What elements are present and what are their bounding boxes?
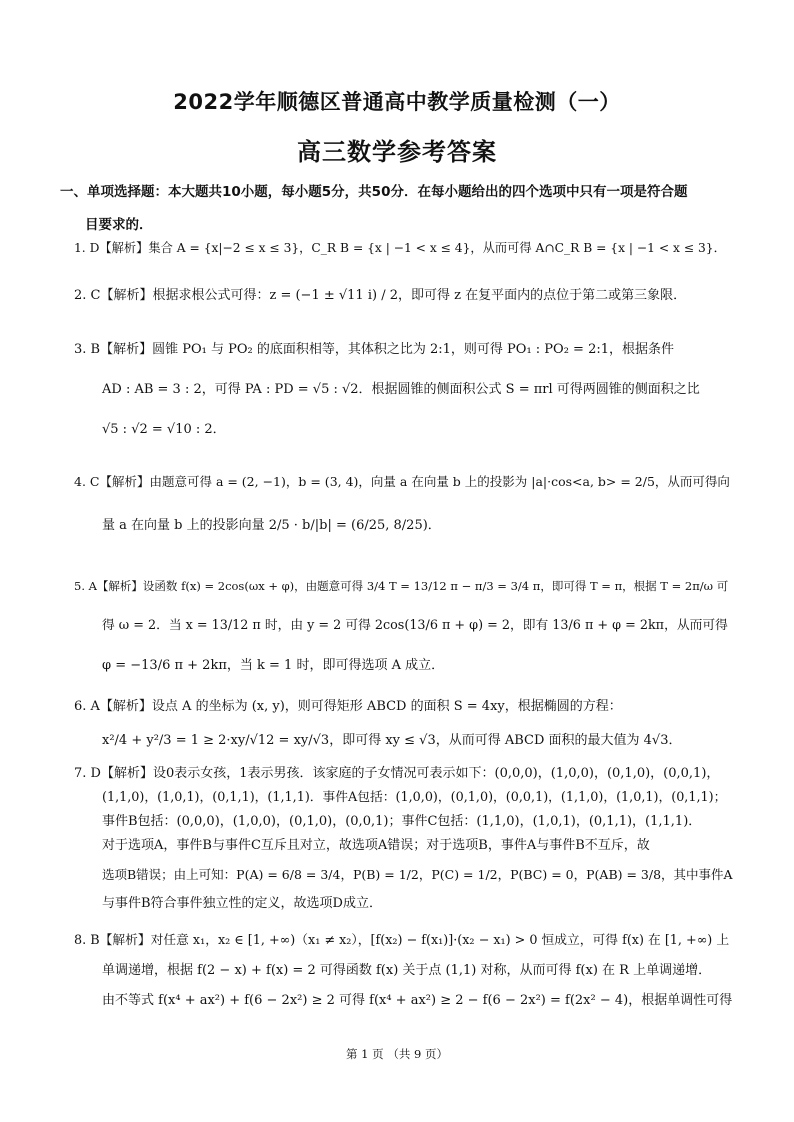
answer-line: 与事件B符合事件独立性的定义，故选项D成立．	[102, 896, 382, 911]
document-title: 2022学年顺德区普通高中教学质量检测（一）	[173, 90, 621, 114]
answer-line: 1. D【解析】集合 A = {x|−2 ≤ x ≤ 3}，C_R B = {x | −1 < x ≤ 4}，从而可得 A∩C_R B = {x | −1 < x ≤ 3}．	[74, 241, 726, 255]
answer-item-8	[74, 926, 734, 1016]
section-heading-line-2: 目要求的．	[85, 217, 153, 233]
answer-line: 5. A【解析】设函数 f(x) = 2cos(ωx + φ)，由题意可得 3/4 T = 13/12 π − π/3 = 3/4 π，即可得 T = π，根据 T = 2π/ω 可	[74, 579, 729, 593]
answer-line: 4. C【解析】由题意可得 a = (2, −1)，b = (3, 4)，向量 a 在向量 b 上的投影为 |a|·cos<a, b> = 2/5，从而可得向	[74, 474, 730, 489]
section-heading	[60, 176, 740, 242]
answer-item-7	[74, 762, 734, 916]
answer-item-1	[74, 238, 734, 258]
answer-line: φ = −13/6 π + 2kπ，当 k = 1 时，即可得选项 A 成立．	[102, 658, 445, 673]
answer-item-3	[74, 330, 734, 450]
answer-line: 8. B【解析】对任意 x₁，x₂ ∈ [1, +∞)（x₁ ≠ x₂），[f(x₂) − f(x₁)]·(x₂ − x₁) > 0 恒成立，可得 f(x) 在 [1, +∞) 上	[74, 933, 730, 948]
answer-line: AD : AB = 3 : 2，可得 PA : PD = √5 : √2．根据圆锥的侧面积公式 S = πrl 可得两圆锥的侧面积之比	[102, 382, 700, 397]
answer-line: √5 : √2 = √10 : 2．	[102, 422, 226, 437]
answer-item-4	[74, 460, 734, 548]
answer-item-6	[74, 690, 734, 758]
document-subtitle: 高三数学参考答案	[297, 138, 497, 166]
answer-line: (1,1,0)，(1,0,1)，(0,1,1)，(1,1,1)．事件A包括：(1,0,0)，(0,1,0)，(0,0,1)，(1,1,0)，(1,0,1)，(0,1,1)；	[102, 790, 727, 805]
answer-line: 由不等式 f(x⁴ + ax²) + f(6 − 2x²) ≥ 2 可得 f(x⁴ + ax²) ≥ 2 − f(6 − 2x²) = f(2x² − 4)，根据单调性可得	[102, 993, 733, 1008]
answer-line: x²/4 + y²/3 = 1 ≥ 2·xy/√12 = xy/√3，即可得 xy ≤ √3，从而可得 ABCD 面积的最大值为 4√3．	[102, 733, 682, 748]
answer-line: 2. C【解析】根据求根公式可得：z = (−1 ± √11 i) / 2，即可得 z 在复平面内的点位于第二或第三象限．	[74, 288, 687, 303]
answer-item-5	[74, 566, 734, 686]
answer-line: 事件B包括：(0,0,0)，(1,0,0)，(0,1,0)，(0,0,1)；事件C包括：(1,1,0)，(1,0,1)，(0,1,1)，(1,1,1)．	[102, 814, 702, 829]
answer-line: 量 a 在向量 b 上的投影向量 2/5 · b/|b| = (6/25, 8/25)．	[102, 518, 441, 533]
section-heading-line-1: 一、单项选择题：本大题共10小题，每小题5分，共50分．在每小题给出的四个选项中只有一项是符合题	[60, 184, 688, 200]
answer-line: 7. D【解析】设0表示女孩，1表示男孩．该家庭的子女情况可表示如下：(0,0,0)，(1,0,0)，(0,1,0)，(0,0,1)，	[74, 766, 720, 781]
page-footer: 第 1 页 （共 9 页）	[346, 1047, 448, 1061]
answer-line: 对于选项A，事件B与事件C互斥且对立，故选项A错误；对于选项B，事件A与事件B不互斥，故	[102, 838, 650, 853]
answer-line: 选项B错误；由上可知：P(A) = 6/8 = 3/4，P(B) = 1/2，P(C) = 1/2，P(BC) = 0，P(AB) = 3/8，其中事件A	[102, 867, 733, 882]
answer-line: 6. A【解析】设点 A 的坐标为 (x, y)，则可得矩形 ABCD 的面积 S = 4xy，根据椭圆的方程：	[74, 699, 622, 714]
answer-item-2	[74, 286, 734, 306]
answer-line: 3. B【解析】圆锥 PO₁ 与 PO₂ 的底面积相等，其体积之比为 2:1，则可得 PO₁ : PO₂ = 2:1，根据条件	[74, 342, 674, 357]
answer-line: 单调递增，根据 f(2 − x) + f(x) = 2 可得函数 f(x) 关于点 (1,1) 对称，从而可得 f(x) 在 R 上单调递增．	[102, 963, 712, 978]
answer-line: 得 ω = 2．当 x = 13/12 π 时，由 y = 2 可得 2cos(13/6 π + φ) = 2，即有 13/6 π + φ = 2kπ，从而可得	[102, 618, 728, 633]
